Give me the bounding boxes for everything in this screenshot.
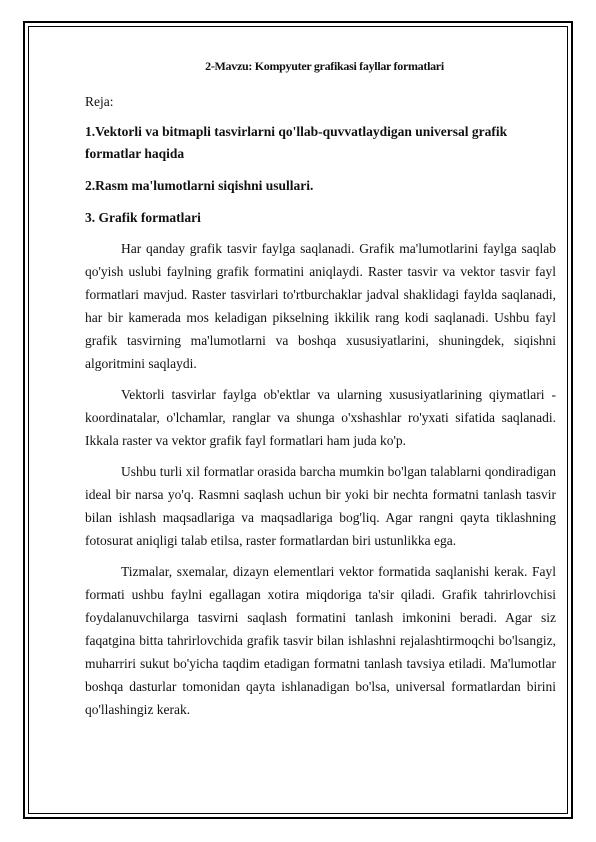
paragraph-1: Har qanday grafik tasvir faylga saqlanadi. Grafik ma'lumotlarini faylga saqlab qo'yish uslubi faylning grafik formatini aniqlaydi. Raster tasvir va vektor tasvir fayl formatlari mavjud. Raster tasvirlari to'rtburchaklar jadval shaklidagi faylda saqlanadi, har bir kamerada mos keladigan pikselning ikkilik rang kodi saqlanadi. Ushbu fayl grafik tasvirning ma'lumotlarni va boshqa xususiyatlarini, shuningdek, siqishni algoritmini saqlaydi. [85, 241, 556, 371]
plan-item-1: 1.Vektorli va bitmapli tasvirlarni qo'llab-quvvatlaydigan universal grafik formatlar haqida [85, 124, 508, 161]
paragraph-4: Tizmalar, sxemalar, dizayn elementlari vektor formatida saqlanishi kerak. Fayl formati ushbu faylni egallagan xotira miqdoriga ta'sir qiladi. Grafik tahrirlovchisi foydalanuvchilarga tasvirni saqlash formatini tanlash imkonini beradi. Agar siz faqatgina bitta tahrirlovchida grafik tasvir bilan ishlashni rejalashtirmoqchi bo'lsangiz, muharriri sukut bo'yicha taqdim etadigan formatni tanlash tavsiya etiladi. Ma'lumotlar boshqa dasturlar tomonidan qayta ishlanadigan bo'lsa, universal formatlardan birini qo'llashingiz kerak. [85, 564, 556, 717]
document-title: 2-Mavzu: Kompyuter grafikasi fayllar formatlari [205, 59, 444, 73]
paragraph-3: Ushbu turli xil formatlar orasida barcha mumkin bo'lgan talablarni qondiradigan ideal bir narsa yo'q. Rasmni saqlash uchun bir yoki bir nechta formatni tanlash tasvir bilan ishlash maqsadlariga va maqsadlariga bog'liq. Agar rangni qayta tiklashning fotosurat aniqligi talab etilsa, raster formatlardan biri ustunlikka ega. [85, 464, 556, 548]
document-body [85, 55, 556, 721]
paragraph-2: Vektorli tasvirlar faylga ob'ektlar va ularning xususiyatlarining qiymatlari - koordinatalar, o'lchamlar, ranglar va shunga o'xshashlar ro'yxati sifatida saqlanadi. Ikkala raster va vektor grafik fayl formatlari ham juda ko'p. [85, 387, 556, 448]
plan-item-2: 2.Rasm ma'lumotlarni siqishni usullari. [85, 178, 314, 193]
plan-heading: Reja: [85, 94, 114, 109]
plan-item-3: 3. Grafik formatlari [85, 210, 201, 225]
